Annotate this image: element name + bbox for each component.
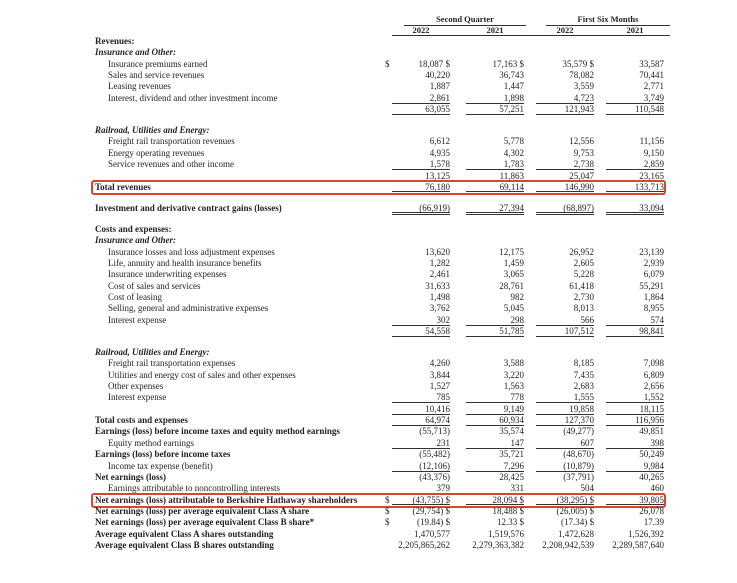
value-q2021: 778 (466, 392, 524, 403)
row-label: Interest expense (108, 392, 167, 403)
value-h2022: 504 (536, 483, 594, 494)
value-q2022: (43,755) $ (392, 495, 450, 507)
value-h2021: 55,291 (639, 280, 664, 291)
table-row (0, 449, 737, 460)
table-row (0, 269, 737, 280)
row-label: Life, annuity and health insurance benefits (108, 257, 262, 268)
value-q2021: 28,425 (499, 471, 524, 482)
table-row (0, 370, 737, 381)
row-label: Earnings attributable to noncontrolling interests (108, 483, 280, 494)
table-row (0, 347, 737, 358)
value-h2022: 127,370 (536, 415, 594, 426)
value-h2022: 121,943 (536, 104, 594, 115)
value-q2022: 13,620 (425, 246, 450, 257)
column-group-first-six-months: First Six Months (577, 14, 639, 24)
value-h2022: 1,472,628 (558, 528, 594, 539)
value-h2022: 2,605 (573, 257, 594, 268)
value-h2022: 4,723 (536, 93, 594, 104)
value-q2021: 12,175 (499, 246, 524, 257)
value-h2022: 3,559 (573, 81, 594, 92)
value-h2021: 11,156 (639, 136, 664, 147)
row-label: Earnings (loss) before income taxes and equity method earnings (95, 426, 340, 437)
value-q2022: 379 (392, 483, 450, 494)
value-q2022: 2,461 (429, 269, 450, 280)
row-label: Insurance premiums earned (108, 58, 208, 69)
value-q2021: 298 (466, 315, 524, 326)
row-label: Earnings (loss) before income taxes (95, 449, 231, 460)
value-q2022: 63,055 (392, 104, 450, 115)
value-q2021: 1,459 (503, 257, 524, 268)
value-h2021: 1,864 (643, 291, 664, 302)
value-q2022: 31,633 (425, 280, 450, 291)
value-h2022: 8,013 (573, 303, 594, 314)
value-h2022: 26,952 (569, 246, 594, 257)
row-label: Insurance underwriting expenses (108, 269, 227, 280)
value-h2022: 2,683 (573, 381, 594, 391)
table-row (0, 326, 737, 337)
table-row (0, 381, 737, 392)
value-h2021: 133,713 (606, 182, 664, 194)
value-h2022: 9,753 (573, 147, 594, 158)
value-q2021: 1,447 (503, 81, 524, 92)
value-q2022: 1,282 (429, 257, 450, 268)
value-q2021: 1,898 (466, 93, 524, 104)
value-q2021: 35,721 (499, 449, 524, 460)
value-q2022: (12,106) (392, 461, 450, 472)
value-q2022: (55,713) (419, 426, 450, 437)
row-label: Railroad, Utilities and Energy: (95, 347, 210, 357)
value-h2022: 146,990 (536, 182, 594, 194)
table-row (0, 415, 737, 426)
value-q2021: 12.33 $ (497, 517, 524, 528)
table-row (0, 404, 737, 415)
value-q2022: (55,482) (419, 449, 450, 460)
value-h2021: 33,587 (639, 58, 664, 69)
row-label: Average equivalent Class A shares outstanding (95, 528, 274, 539)
value-h2021: 49,851 (639, 426, 664, 437)
value-q2022: 64,974 (392, 415, 450, 426)
value-h2021: 116,956 (606, 415, 664, 426)
row-label: Cost of leasing (108, 291, 162, 302)
value-h2022: (37,791) (563, 471, 594, 482)
table-row (0, 59, 737, 70)
value-h2022: (17.34) $ (561, 517, 594, 528)
value-h2022: 12,556 (569, 136, 594, 147)
value-h2022: 5,228 (573, 269, 594, 280)
table-row (0, 438, 737, 449)
currency-symbol: $ (385, 517, 390, 528)
value-q2022: 10,416 (392, 404, 450, 415)
value-q2021: 5,045 (503, 303, 524, 314)
table-row (0, 281, 737, 292)
value-q2022: 40,220 (425, 70, 450, 80)
value-h2022: (48,670) (563, 449, 594, 460)
row-label: Utilities and energy cost of sales and other expenses (108, 369, 296, 380)
currency-symbol: $ (385, 494, 390, 505)
value-h2021: 9,984 (606, 461, 664, 472)
value-q2022: 3,762 (429, 303, 450, 314)
value-q2022: 2,205,865,262 (398, 539, 450, 550)
row-label: Average equivalent Class B shares outstanding (95, 539, 274, 550)
value-h2022: (38,295) $ (536, 495, 594, 507)
value-q2021: 51,785 (466, 326, 524, 337)
value-h2021: 18,115 (606, 404, 664, 415)
value-h2021: 33,094 (606, 203, 664, 215)
row-label: Service revenues and other income (108, 159, 234, 170)
value-h2022: (49,277) (563, 426, 594, 437)
value-q2021: 7,296 (466, 461, 524, 472)
row-label: Sales and service revenues (108, 70, 205, 80)
row-label: Net earnings (loss) attributable to Berkshire Hathaway shareholders (95, 494, 358, 505)
table-row (0, 203, 737, 214)
value-q2022: 4,935 (429, 147, 450, 158)
value-q2021: 27,394 (466, 203, 524, 215)
value-q2022: 4,260 (429, 358, 450, 369)
table-row (0, 392, 737, 403)
value-q2022: (19.84) $ (417, 517, 450, 528)
value-h2022: 61,418 (569, 280, 594, 291)
value-q2021: 35,574 (499, 426, 524, 437)
value-h2021: 2,656 (643, 381, 664, 391)
table-row (0, 472, 737, 483)
value-q2021: 1,519,576 (488, 528, 524, 539)
row-label: Insurance losses and loss adjustment expenses (108, 246, 275, 257)
table-row (0, 224, 737, 235)
value-q2021: 18,488 $ (492, 505, 524, 516)
table-row (0, 540, 737, 551)
value-h2022: 8,185 (573, 358, 594, 369)
value-q2021: 2,279,363,382 (472, 539, 524, 550)
row-label: Interest, dividend and other investment income (108, 92, 278, 103)
value-q2021: 36,743 (499, 70, 524, 80)
row-label: Other expenses (108, 381, 164, 391)
value-h2021: 26,078 (639, 505, 664, 516)
row-label: Energy operating revenues (108, 147, 205, 158)
table-row (0, 315, 737, 326)
value-q2022: 1,887 (429, 81, 450, 92)
value-h2021: 7,098 (643, 358, 664, 369)
value-h2022: 2,738 (536, 159, 594, 170)
table-row (0, 358, 737, 369)
table-row (0, 136, 737, 147)
value-h2021: 9,150 (643, 147, 664, 158)
table-row (0, 148, 737, 159)
table-row (0, 506, 737, 517)
row-label: Freight rail transportation expenses (108, 358, 236, 369)
row-label: Railroad, Utilities and Energy: (95, 125, 210, 136)
value-h2021: 6,809 (643, 369, 664, 380)
value-h2022: (10,879) (536, 461, 594, 472)
value-q2022: 1,498 (429, 291, 450, 302)
value-q2021: 17,163 $ (492, 58, 524, 69)
value-h2022: 607 (536, 438, 594, 449)
table-row (0, 247, 737, 258)
value-h2021: 2,939 (643, 257, 664, 268)
value-q2021: 982 (510, 291, 524, 302)
value-q2022: 13,125 (392, 171, 450, 182)
value-q2021: 331 (466, 483, 524, 494)
table-row (0, 517, 737, 528)
year-header-q-2022: 2022 (412, 25, 430, 35)
row-label: Insurance and Other: (95, 235, 177, 246)
highlight-box (91, 180, 666, 195)
value-q2022: 785 (392, 392, 450, 403)
value-q2022: 76,180 (392, 182, 450, 194)
row-label: Revenues: (95, 36, 135, 46)
value-q2022: 3,844 (429, 369, 450, 380)
value-q2021: 28,094 $ (466, 495, 524, 507)
row-label: Total revenues (95, 181, 151, 192)
table-row (0, 258, 737, 269)
value-q2021: 147 (466, 438, 524, 449)
value-q2022: 231 (392, 438, 450, 449)
currency-symbol: $ (385, 505, 390, 516)
column-group-second-quarter: Second Quarter (436, 14, 494, 24)
table-row (0, 81, 737, 92)
value-h2021: 17.39 (643, 517, 664, 528)
value-h2022: 7,435 (573, 369, 594, 380)
value-h2021: 39,805 (606, 495, 664, 507)
value-h2021: 2,859 (606, 159, 664, 170)
value-h2022: 35,579 $ (562, 58, 594, 69)
value-q2022: (66,919) (392, 203, 450, 215)
value-h2021: 3,749 (606, 93, 664, 104)
table-row (0, 93, 737, 104)
value-h2021: 50,249 (639, 449, 664, 460)
value-h2022: 78,082 (569, 70, 594, 80)
row-label: Insurance and Other: (95, 47, 177, 58)
value-q2021: 5,778 (503, 136, 524, 147)
value-q2021: 11,863 (466, 171, 524, 182)
table-row (0, 104, 737, 115)
value-h2021: 110,548 (606, 104, 664, 115)
table-row (0, 70, 737, 81)
value-q2021: 69,114 (466, 182, 524, 194)
row-label: Interest expense (108, 314, 167, 325)
value-h2021: 1,526,392 (628, 528, 664, 539)
table-row (0, 235, 737, 246)
value-q2022: (29,754) $ (412, 505, 450, 516)
value-h2021: 70,441 (639, 70, 664, 80)
row-label: Leasing revenues (108, 81, 171, 92)
table-row (0, 159, 737, 170)
value-h2022: 25,047 (536, 171, 594, 182)
value-h2021: 398 (606, 438, 664, 449)
value-q2022: 1,527 (429, 381, 450, 391)
value-q2021: 57,251 (466, 104, 524, 115)
table-row (0, 125, 737, 136)
value-q2021: 9,149 (466, 404, 524, 415)
value-q2022: 302 (392, 315, 450, 326)
value-q2022: 1,470,577 (414, 528, 450, 539)
value-h2021: 460 (606, 483, 664, 494)
table-row (0, 529, 737, 540)
year-header-h-2021: 2021 (626, 25, 644, 35)
row-label: Equity method earnings (108, 437, 194, 448)
year-header-h-2022: 2022 (556, 25, 574, 35)
value-h2021: 23,165 (606, 171, 664, 182)
value-q2022: 6,612 (429, 136, 450, 147)
value-h2022: 1,555 (536, 392, 594, 403)
value-q2021: 3,588 (503, 358, 524, 369)
row-label: Total costs and expenses (95, 415, 188, 426)
value-h2022: 2,730 (573, 291, 594, 302)
year-header-q-2021: 2021 (486, 25, 504, 35)
row-label: Freight rail transportation revenues (108, 136, 235, 147)
value-h2021: 8,955 (643, 303, 664, 314)
row-label: Income tax expense (benefit) (108, 460, 213, 471)
value-q2021: 1,563 (503, 381, 524, 391)
value-q2022: 2,861 (392, 93, 450, 104)
value-q2021: 60,934 (466, 415, 524, 426)
value-q2021: 28,761 (499, 280, 524, 291)
value-q2022: (43,376) (419, 471, 450, 482)
value-h2021: 98,841 (606, 326, 664, 337)
table-row (0, 47, 737, 58)
value-h2021: 574 (606, 315, 664, 326)
row-label: Net earnings (loss) per average equivalent Class B share* (95, 517, 315, 528)
value-h2021: 40,265 (639, 471, 664, 482)
value-h2022: 2,208,942,539 (542, 539, 594, 550)
value-h2021: 23,139 (639, 246, 664, 257)
value-h2021: 2,289,587,640 (612, 539, 664, 550)
table-row (0, 426, 737, 437)
value-q2021: 4,302 (503, 147, 524, 158)
value-h2022: 19,858 (536, 404, 594, 415)
value-q2021: 3,220 (503, 369, 524, 380)
table-row (0, 292, 737, 303)
value-h2021: 1,552 (606, 392, 664, 403)
value-h2021: 6,079 (643, 269, 664, 280)
value-h2021: 2,771 (643, 81, 664, 92)
value-h2022: (68,897) (536, 203, 594, 215)
row-label: Net earnings (loss) per average equivalent Class A share (95, 505, 310, 516)
row-label: Selling, general and administrative expenses (108, 303, 269, 314)
value-q2022: 54,558 (392, 326, 450, 337)
value-h2022: 107,512 (536, 326, 594, 337)
value-q2022: 18,087 $ (418, 58, 450, 69)
value-h2022: 566 (536, 315, 594, 326)
table-row (0, 36, 737, 47)
row-label: Investment and derivative contract gains (losses) (95, 202, 282, 213)
row-label: Net earnings (loss) (95, 471, 166, 482)
row-label: Cost of sales and services (108, 280, 201, 291)
row-label: Costs and expenses: (95, 223, 172, 234)
currency-symbol: $ (385, 58, 390, 69)
value-q2021: 3,065 (503, 269, 524, 280)
value-h2022: (26,005) $ (556, 505, 594, 516)
table-row (0, 303, 737, 314)
table-row (0, 461, 737, 472)
value-q2022: 1,578 (392, 159, 450, 170)
value-q2021: 1,783 (466, 159, 524, 170)
